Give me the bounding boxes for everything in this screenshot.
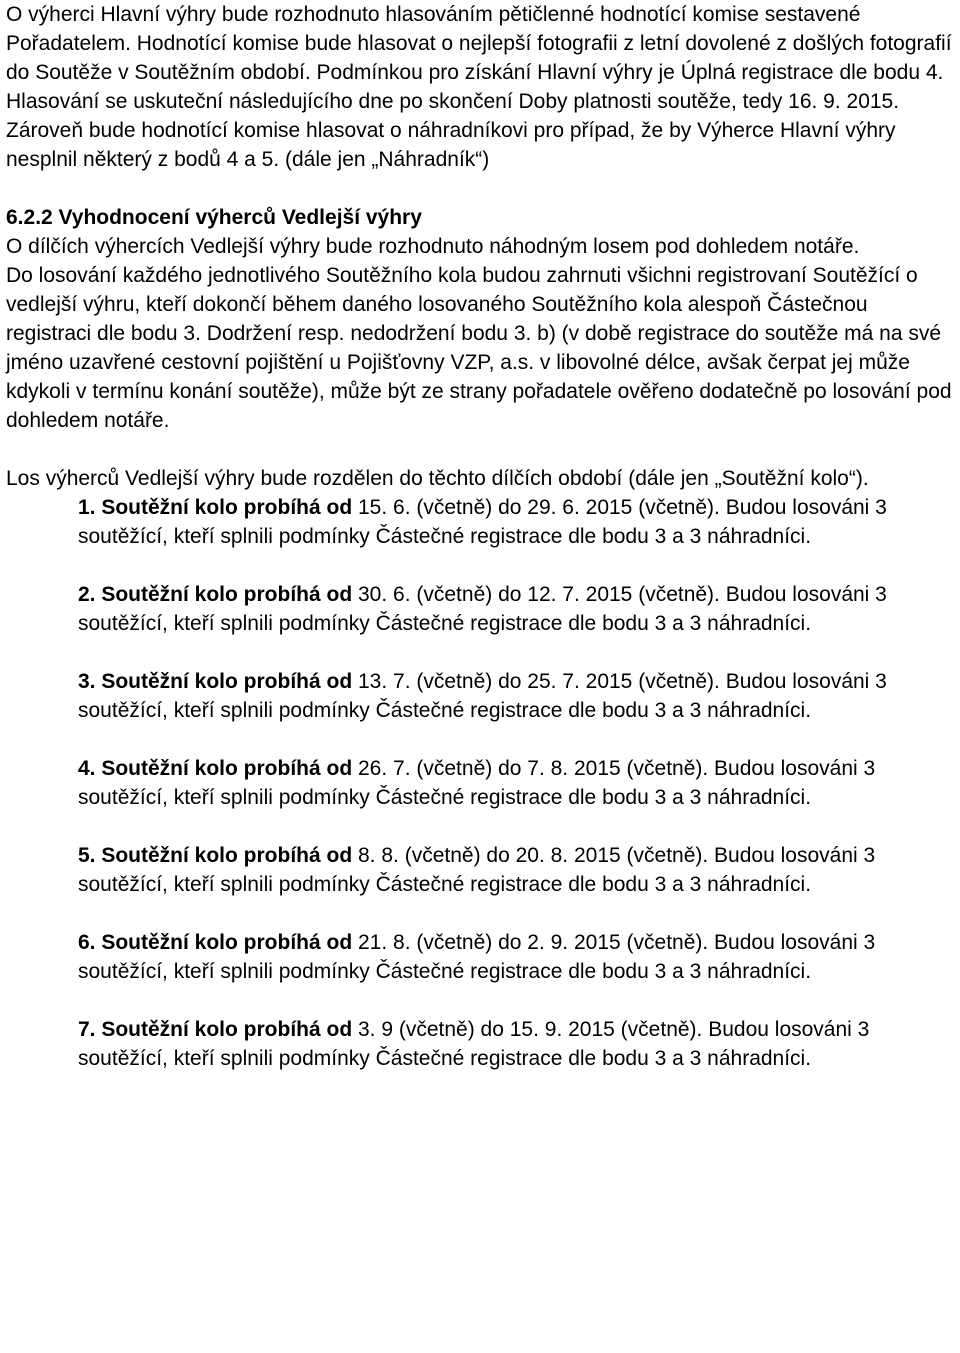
round-dates: 3. 9 (včetně) do 15. 9. 2015 (včetně). Budou	[352, 1018, 769, 1041]
round-label: 3. Soutěžní kolo probíhá od	[78, 670, 353, 693]
section-body: Do losování každého jednotlivého Soutěžního kola budou zahrnuti všichni registrovaní Soutěžící o vedlejší výhru, kteří dokončí během daného losovaného Soutěžního kola alespoň Částečnou registraci dle bodu 3. Dodržení resp. nedodržení bodu 3. b) (v době registrace do soutěže má na své jméno uzavřené cestovní pojištění u Pojišťovny VZP, a.s. v libovolné délce, avšak čerpat jej může kdykoli v termínu konání soutěže), může být ze strany pořadatele ověřeno dodatečně po losování pod dohledem notáře.	[6, 264, 952, 432]
round-item	[6, 754, 956, 812]
round-text: losováni 3 soutěžící, kteří splnili podmínky Částečné registrace dle bodu 3 a 3 náhradníci.	[78, 583, 887, 635]
intro-paragraph: O výherci Hlavní výhry bude rozhodnuto hlasováním pětičlenné hodnotící komise sestavené Pořadatelem. Hodnotící komise bude hlasovat o nejlepší fotografii z letní dovolené z došlých fotografií do Soutěže v Soutěžním období. Podmínkou pro získání Hlavní výhry je Úplná registrace dle bodu 4. Hlasování se uskuteční následujícího dne po skončení Doby platnosti soutěže, tedy 16. 9. 2015. Zároveň bude hodnotící komise hlasovat o náhradníkovi pro případ, že by Výherce Hlavní výhry nesplnil některý z bodů 4 a 5. (dále jen „Náhradník“)	[6, 3, 952, 171]
round-text: losováni 3 soutěžící, kteří splnili podmínky Částečné registrace dle bodu 3 a 3 náhradníci.	[78, 931, 876, 983]
round-item	[6, 667, 956, 725]
rounds-intro: Los výherců Vedlejší výhry bude rozdělen do těchto dílčích období (dále jen „Soutěžní kolo“).	[6, 467, 869, 490]
section-lead: O dílčích výhercích Vedlejší výhry bude rozhodnuto náhodným losem pod dohledem notáře.	[6, 235, 860, 258]
round-item	[6, 580, 956, 638]
round-item	[6, 928, 956, 986]
round-text: losováni 3 soutěžící, kteří splnili podmínky Částečné registrace dle bodu 3 a 3 náhradníci.	[78, 1018, 870, 1070]
round-label: 6. Soutěžní kolo probíhá od	[78, 931, 353, 954]
round-dates: 15. 6. (včetně) do 29. 6. 2015 (včetně). Budou	[352, 496, 787, 519]
round-label: 4. Soutěžní kolo probíhá od	[78, 757, 353, 780]
round-text: losováni 3 soutěžící, kteří splnili podmínky Částečné registrace dle bodu 3 a 3 náhradníci.	[78, 496, 887, 548]
section-6-2-2	[6, 203, 956, 435]
round-label: 7. Soutěžní kolo probíhá od	[78, 1018, 353, 1041]
spacer	[6, 435, 956, 464]
section-heading: 6.2.2 Vyhodnocení výherců Vedlejší výhry	[6, 206, 422, 229]
round-text: losováni 3 soutěžící, kteří splnili podmínky Částečné registrace dle bodu 3 a 3 náhradníci.	[78, 670, 887, 722]
round-item	[6, 841, 956, 899]
round-item	[6, 493, 956, 551]
round-dates: 8. 8. (včetně) do 20. 8. 2015 (včetně). Budou	[352, 844, 775, 867]
round-dates: 13. 7. (včetně) do 25. 7. 2015 (včetně). Budou	[352, 670, 787, 693]
document	[6, 0, 956, 1073]
round-label: 2. Soutěžní kolo probíhá od	[78, 583, 353, 606]
round-text: losováni 3 soutěžící, kteří splnili podmínky Částečné registrace dle bodu 3 a 3 náhradníci.	[78, 844, 876, 896]
round-item	[6, 1015, 956, 1073]
round-label: 5. Soutěžní kolo probíhá od	[78, 844, 353, 867]
round-label: 1. Soutěžní kolo probíhá od	[78, 496, 353, 519]
round-dates: 26. 7. (včetně) do 7. 8. 2015 (včetně). Budou	[352, 757, 775, 780]
round-dates: 21. 8. (včetně) do 2. 9. 2015 (včetně). Budou	[352, 931, 775, 954]
round-text: losováni 3 soutěžící, kteří splnili podmínky Částečné registrace dle bodu 3 a 3 náhradníci.	[78, 757, 876, 809]
rounds-list	[6, 493, 956, 1073]
round-dates: 30. 6. (včetně) do 12. 7. 2015 (včetně). Budou	[352, 583, 787, 606]
